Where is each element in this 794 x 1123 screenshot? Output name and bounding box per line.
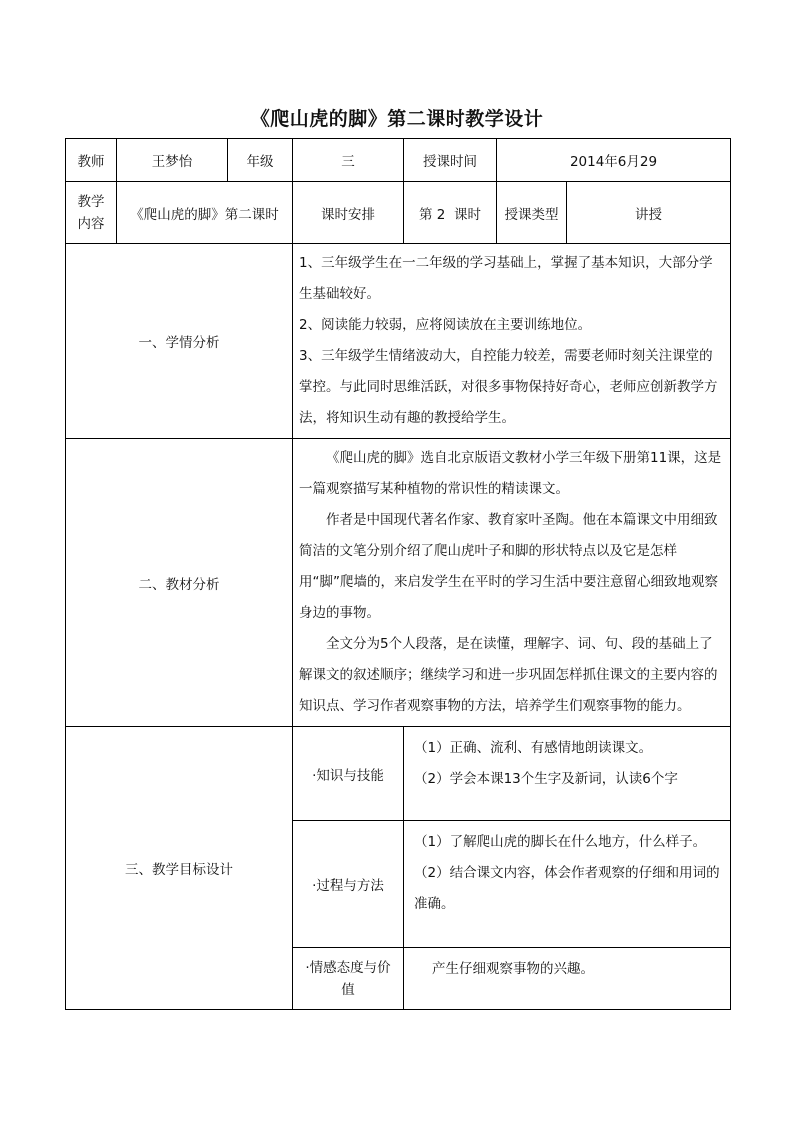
- process-content: [404, 821, 731, 948]
- goals-label: 三、教学目标设计: [66, 727, 293, 1010]
- lesson-plan-table: [65, 138, 731, 1010]
- learner-item: 3、三年级学生情绪波动大，自控能力较差，需要老师时刻关注课堂的掌控。与此同时思维活跃，对很多事物保持好奇心，老师应创新教学方法，将知识生动有趣的教授给学生。: [299, 348, 718, 426]
- grade-value: 三: [293, 139, 404, 182]
- teacher-value: 王梦怡: [117, 139, 228, 182]
- learner-analysis-content: [293, 244, 731, 439]
- process-item: （1）了解爬山虎的脚长在什么地方，什么样子。: [414, 834, 707, 850]
- time-value: 2014年6月29: [497, 139, 731, 182]
- schedule-label: 课时安排: [293, 182, 404, 244]
- schedule-value: 第 2 课时: [404, 182, 497, 244]
- material-analysis-content: [293, 439, 731, 727]
- grade-label: 年级: [228, 139, 293, 182]
- page-title: 《爬山虎的脚》第二课时教学设计: [250, 108, 544, 130]
- knowledge-item: （1）正确、流利、有感情地朗读课文。: [414, 740, 653, 756]
- header-row-2: [66, 182, 731, 244]
- emotion-label: ·情感态度与价值: [293, 948, 404, 1010]
- time-label: 授课时间: [404, 139, 497, 182]
- learner-item: 2、阅读能力较弱，应将阅读放在主要训练地位。: [299, 317, 592, 333]
- type-value: 讲授: [567, 182, 731, 244]
- material-paragraph: 全文分为5个人段落，是在读懂，理解字、词、句、段的基础上了解课文的叙述顺序；继续学习和进一步巩固怎样抓住课文的主要内容的知识点、学习作者观察事物的方法，培养学生们观察事物的能力。: [299, 636, 718, 714]
- material-analysis-label: 二、教材分析: [66, 439, 293, 727]
- content-label: 教学内容: [66, 182, 117, 244]
- process-item: （2）结合课文内容，体会作者观察的仔细和用词的准确。: [414, 865, 720, 912]
- process-label: ·过程与方法: [293, 821, 404, 948]
- goal-knowledge-row: [66, 727, 731, 821]
- knowledge-label: ·知识与技能: [293, 727, 404, 821]
- material-paragraph: 《爬山虎的脚》选自北京版语文教材小学三年级下册第11课，这是一篇观察描写某种植物的常识性的精读课文。: [299, 450, 722, 497]
- emotion-content: [404, 948, 731, 1010]
- learner-analysis-row: [66, 244, 731, 439]
- teacher-label: 教师: [66, 139, 117, 182]
- material-paragraph: 作者是中国现代著名作家、教育家叶圣陶。他在本篇课文中用细致简洁的文笔分别介绍了爬山虎叶子和脚的形状特点以及它是怎样用“脚”爬墙的，来启发学生在平时的学习生活中要注意留心细致地观察身边的事物。: [299, 512, 718, 621]
- knowledge-content: [404, 727, 731, 821]
- learner-item: 1、三年级学生在一二年级的学习基础上，掌握了基本知识，大部分学生基础较好。: [299, 255, 713, 302]
- knowledge-item: （2）学会本课13个生字及新词，认读6个字: [414, 771, 678, 787]
- learner-analysis-label: 一、学情分析: [66, 244, 293, 439]
- type-label: 授课类型: [497, 182, 567, 244]
- material-analysis-row: [66, 439, 731, 727]
- content-value: 《爬山虎的脚》第二课时: [117, 182, 293, 244]
- header-row-1: [66, 139, 731, 182]
- emotion-item: 产生仔细观察事物的兴趣。: [432, 961, 594, 977]
